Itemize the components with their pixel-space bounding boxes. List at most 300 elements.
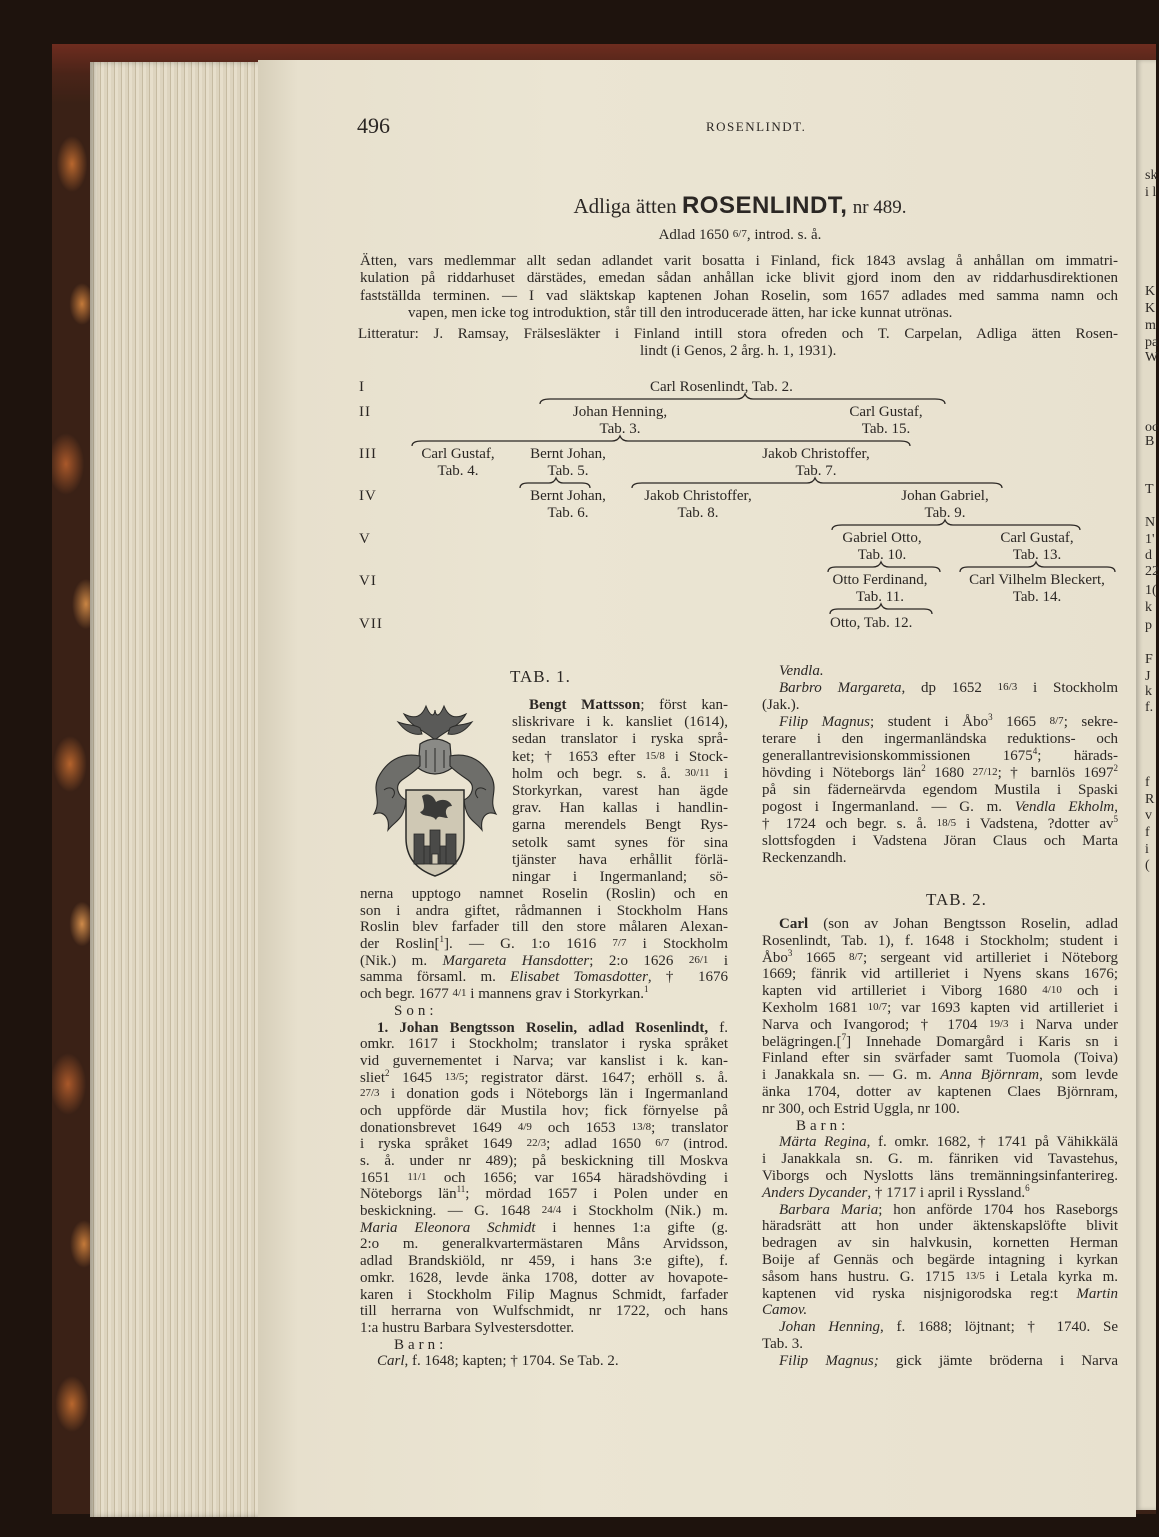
text-segment: i mannens grav i Storkyrkan. bbox=[466, 986, 645, 1003]
italic-text: Anders Dycander bbox=[762, 1184, 868, 1201]
castle-tower bbox=[446, 834, 456, 864]
text-segment: 1645 bbox=[389, 1069, 445, 1086]
next-page-fragment: oc bbox=[1145, 420, 1159, 435]
next-page-fragment: v bbox=[1145, 808, 1152, 823]
text-line bbox=[360, 1337, 728, 1354]
footnote-ref: 1 bbox=[439, 934, 445, 945]
bold-text: Bengt Mattsson bbox=[529, 697, 641, 713]
text-line: Reckenzandh. bbox=[762, 850, 847, 866]
node-tab: Tab. 14. bbox=[1012, 589, 1062, 605]
text-segment: ; adlad 1650 bbox=[546, 1136, 656, 1153]
text-line: s. å. under nr 489); på beskickning till Moskva bbox=[360, 1153, 728, 1169]
node-name: Bernt Johan, bbox=[530, 488, 606, 504]
italic-text: Carl bbox=[377, 1353, 405, 1370]
text-segment: i Stock- bbox=[664, 748, 728, 765]
text-line bbox=[762, 1286, 1118, 1303]
text-line bbox=[762, 1017, 1118, 1034]
italic-text: Filip Magnus; bbox=[779, 1352, 879, 1369]
text-line bbox=[360, 1086, 728, 1103]
text-segment: och 1656; var 1654 häradshövding i bbox=[426, 1169, 728, 1186]
text-line bbox=[762, 1202, 1118, 1219]
fraction: 19/3 bbox=[988, 1017, 1009, 1030]
text-line: fastställda terminen. — I vad släktskap kaptenen Johan Roselin, som 1657 adlades med samma namn och bbox=[360, 287, 1118, 304]
text-segment: i Stockholm bbox=[626, 936, 729, 953]
text-line: på sin fäderneärvda egendom Mustila i Spaski bbox=[762, 782, 1118, 798]
text-line: adlad Brandskiöld, nr 459, i hans 3:e gifte), f. bbox=[360, 1253, 728, 1270]
node-name: Carl Gustaf, bbox=[421, 446, 495, 462]
text-line bbox=[360, 1067, 728, 1087]
text-segment: ; student i Åbo bbox=[870, 714, 989, 730]
text-line bbox=[360, 1020, 728, 1037]
text-segment: kaptenen vid ryska nisjnigorodska reg:t bbox=[762, 1285, 1077, 1302]
next-page-fragment: i l bbox=[1145, 185, 1157, 200]
text-line bbox=[762, 1353, 1118, 1370]
next-page-fragment: F bbox=[1145, 652, 1153, 667]
text-line bbox=[762, 916, 1118, 933]
next-page-fragment: f bbox=[1145, 775, 1150, 790]
fraction: 4/9 bbox=[517, 1120, 532, 1133]
text-line: nerna upptogo namnet Roselin (Roslin) och en bbox=[360, 886, 728, 902]
castle-tower bbox=[414, 834, 424, 864]
text-line bbox=[512, 749, 728, 766]
next-page-fragment: K bbox=[1145, 284, 1156, 299]
text-segment: , † 1717 i april i Ryssland. bbox=[867, 1184, 1026, 1201]
family-name: ROSENLINDT, bbox=[681, 192, 848, 219]
text-segment: , bbox=[1114, 799, 1118, 815]
page-number: 496 bbox=[357, 113, 390, 138]
footnote-ref: 5 bbox=[1113, 814, 1118, 824]
node-name: Jakob Christoffer, bbox=[762, 446, 870, 462]
italic-text: Barbara Maria bbox=[779, 1201, 879, 1218]
bold-text: Carl bbox=[779, 916, 809, 932]
text-line: häradsrätt att hon under äktenskapslöfte blivit bbox=[762, 1218, 1118, 1235]
node-name: Otto, Tab. 12. bbox=[830, 615, 913, 631]
brace-line bbox=[960, 562, 1115, 572]
text-segment: samma församl. m. bbox=[360, 969, 511, 986]
text-line: 1669; fänrik vid artilleriet i Nyens skans 1676; bbox=[762, 966, 1118, 983]
text-line bbox=[762, 1134, 1118, 1151]
node-tab: Tab. 15. bbox=[861, 421, 911, 437]
text-segment: ; sergeant vid artilleriet i Nöteborg bbox=[863, 949, 1119, 966]
text-line: vid guvernementet i Narva; var kanslist i k. kan- bbox=[360, 1052, 728, 1069]
text-line bbox=[762, 1302, 1118, 1319]
tab2-text bbox=[762, 916, 1118, 1370]
text-segment: beskickning. — G. 1648 bbox=[360, 1203, 542, 1220]
text-line: Boije af Gennäs och begärde intagning i kyrkan bbox=[762, 1251, 1118, 1268]
footnote-ref: 3 bbox=[787, 947, 793, 958]
node-tab: Tab. 5. bbox=[547, 463, 589, 479]
fraction: 8/7 bbox=[848, 950, 863, 963]
italic-text: Martin bbox=[1076, 1285, 1118, 1302]
text-segment: i donation gods i Nöteborgs län i Ingermanland bbox=[379, 1086, 728, 1103]
next-page-fragment: k bbox=[1145, 600, 1152, 615]
crest-leaf bbox=[404, 706, 466, 740]
node-tab: Tab. 7. bbox=[795, 463, 837, 479]
text-segment: † 1724 och begr. s. å. bbox=[762, 816, 937, 832]
text-segment: (Nik.) m. bbox=[360, 952, 443, 969]
text-segment: ; 2:o 1626 bbox=[589, 952, 689, 969]
text-segment: i Vadstena, ?dotter av bbox=[956, 816, 1114, 832]
text-segment: Åbo bbox=[762, 949, 788, 966]
italic-text: Märta Regina bbox=[779, 1134, 867, 1151]
generation-label: I bbox=[359, 379, 365, 395]
text-segment: 1665 bbox=[992, 714, 1050, 730]
fraction: 10/7 bbox=[867, 1000, 888, 1013]
text-segment: och begr. 1677 bbox=[360, 986, 453, 1003]
text-segment: såsom hans hustru. G. 1715 bbox=[762, 1268, 966, 1285]
text-line bbox=[360, 1003, 728, 1020]
coat-of-arms bbox=[364, 700, 506, 880]
text-line: slottsfogden i Vadstena Jöran Claus och Marta bbox=[762, 833, 1118, 849]
next-page-fragment: pa bbox=[1145, 335, 1159, 350]
text-line: (Jak.). bbox=[762, 697, 800, 713]
node-name: Carl Rosenlindt, Tab. 2. bbox=[650, 379, 793, 395]
node-tab: Tab. 3. bbox=[599, 421, 641, 437]
italic-text: Filip Magnus bbox=[779, 714, 871, 730]
text-segment: i bbox=[708, 952, 728, 969]
text-segment: i hennes 1:a gifte (g. bbox=[535, 1219, 728, 1236]
next-page-fragment: d bbox=[1145, 548, 1152, 563]
text-line bbox=[762, 1067, 1118, 1084]
next-page-fragment: 1( bbox=[1145, 583, 1157, 598]
text-segment: i Stockholm bbox=[1017, 680, 1119, 696]
text-line: karen i Stockholm Filip Magnus Schmidt, farfader bbox=[360, 1286, 728, 1303]
fraction: 18/5 bbox=[936, 817, 957, 829]
crest-foliage bbox=[398, 706, 472, 740]
fraction: 24/4 bbox=[541, 1204, 562, 1217]
next-page-fragment: sk bbox=[1145, 168, 1158, 183]
text-segment: i Letala kyrka m. bbox=[984, 1268, 1119, 1285]
italic-text: Anna Björnram bbox=[940, 1067, 1040, 1084]
text-segment: , † 1676 bbox=[647, 969, 728, 986]
bold-text: 1. Johan Bengtsson Roselin, adlad Rosenlindt, bbox=[377, 1019, 709, 1036]
text-segment: ]. — G. 1:o 1616 bbox=[444, 936, 613, 953]
node-tab: Tab. 13. bbox=[1012, 547, 1062, 563]
text-segment: (son av Johan Bengtsson Roselin, adlad bbox=[808, 916, 1118, 932]
text-segment: (introd. bbox=[669, 1136, 729, 1153]
text-line bbox=[512, 766, 728, 783]
fraction: 4/10 bbox=[1042, 984, 1062, 997]
footnote-ref: 4 bbox=[1032, 746, 1038, 756]
text-segment: Nöteborgs län bbox=[360, 1186, 457, 1203]
text-segment: pogost i Ingermanland. — G. m. bbox=[762, 799, 1015, 815]
generation-label: V bbox=[359, 531, 371, 547]
text-line bbox=[762, 1182, 1118, 1202]
text-segment: och 1653 bbox=[531, 1119, 632, 1136]
next-page-fragment: f bbox=[1145, 825, 1150, 840]
next-page-fragment: 1' bbox=[1145, 532, 1155, 547]
italic-text: Vendla. bbox=[779, 663, 824, 679]
text-line: sliskrivare i k. kansliet (1614), bbox=[512, 714, 728, 731]
generation-label: III bbox=[359, 446, 377, 462]
node-tab: Tab. 4. bbox=[437, 463, 479, 479]
text-line bbox=[762, 799, 1118, 816]
text-line bbox=[762, 816, 1118, 833]
text-line: tjänster hava erhållit förlä- bbox=[512, 851, 728, 868]
fraction: 8/7 bbox=[1049, 715, 1064, 727]
text-segment: , f. omkr. 1682, † 1741 på Vähikkälä bbox=[866, 1134, 1118, 1151]
text-line bbox=[360, 1186, 728, 1203]
italic-text: Camov. bbox=[762, 1302, 808, 1319]
node-name: Johan Gabriel, bbox=[901, 488, 989, 504]
italic-text: Margareta Hansdotter bbox=[442, 952, 590, 969]
text-line: Tab. 3. bbox=[762, 1335, 804, 1352]
text-line: Viborgs och Nyslotts läns tremänningsinfanterireg. bbox=[762, 1167, 1118, 1184]
next-page-fragment: J bbox=[1145, 669, 1151, 684]
text-line: Ätten, vars medlemmar allt sedan adlandet varit bosatta i Finland, fick 1843 avslag å anhållan om immatri- bbox=[360, 253, 1118, 269]
text-segment: , f. 1648; kapten; † 1704. Se Tab. 2. bbox=[404, 1353, 619, 1370]
node-tab: Tab. 9. bbox=[924, 505, 966, 521]
text-line: terare i den ingermanländska reduktions- och bbox=[762, 731, 1118, 747]
italic-text: Barbro Margareta bbox=[779, 680, 902, 696]
text-segment: ] Innehade Domargård i Karis sn i bbox=[846, 1033, 1118, 1050]
text-line: omkr. 1617 i Stockholm; translator i ryska språket bbox=[360, 1036, 728, 1053]
fraction: 16/3 bbox=[997, 681, 1018, 693]
next-page-fragment: i bbox=[1145, 842, 1149, 857]
node-tab: Tab. 8. bbox=[677, 505, 719, 521]
fraction: 27/12 bbox=[972, 766, 998, 778]
text-line: Storkyrkan, varest han ägde bbox=[512, 782, 728, 799]
tree-braces bbox=[0, 0, 1159, 640]
generation-label: IV bbox=[359, 488, 377, 504]
text-line: änka 1704, dotter av kaptenen Claes Björnram, bbox=[762, 1083, 1118, 1100]
text-segment: belägringen.[ bbox=[762, 1033, 842, 1050]
text-segment: Narva och Ivangorod; † 1704 bbox=[762, 1016, 989, 1033]
intro-last-line: vapen, men icke tog introduktion, står till den introducerade ätten, har icke kunnat utrönas. bbox=[408, 305, 953, 321]
text-line: omkr. 1628, levde änka 1708, dotter av hovapote- bbox=[360, 1269, 728, 1286]
next-page-fragment: m bbox=[1145, 318, 1156, 333]
text-segment: ; registrator därst. 1647; erhöll s. å. bbox=[464, 1069, 728, 1086]
italic-text: Maria Eleonora Schmidt bbox=[360, 1219, 536, 1236]
fraction: 13/5 bbox=[965, 1269, 985, 1282]
ennoblement-before: Adlad 1650 bbox=[658, 227, 733, 243]
text-segment: och i bbox=[1061, 983, 1119, 1000]
text-segment: der Roslin[ bbox=[360, 936, 440, 953]
text-segment: donationsbrevet 1649 bbox=[360, 1119, 518, 1136]
text-line: 1:a hustru Barbara Sylvestersdotter. bbox=[360, 1319, 575, 1336]
tab1-heading: TAB. 1. bbox=[510, 667, 571, 686]
text-line bbox=[360, 1136, 728, 1153]
brace-line bbox=[632, 478, 1002, 488]
brace-line bbox=[412, 436, 910, 446]
text-line bbox=[360, 969, 728, 986]
fraction: 15/8 bbox=[645, 749, 665, 762]
italic-text: Vendla Ekholm bbox=[1014, 799, 1115, 815]
node-name: Carl Gustaf, bbox=[1000, 530, 1074, 546]
text-segment: , f. 1688; löjtnant; † 1740. Se bbox=[880, 1319, 1118, 1336]
text-line: Roslin blev farfader till den store målaren Alexan- bbox=[360, 919, 728, 936]
tab1-narrow-text bbox=[512, 697, 728, 886]
text-line: sedan translator i ryska språ- bbox=[512, 731, 728, 748]
fraction: 22/3 bbox=[526, 1137, 547, 1150]
fraction: 13/8 bbox=[631, 1120, 652, 1133]
text-line: setolk samt synes för sina bbox=[512, 834, 728, 851]
text-line: Finland efter sin svärfader samt Tuomola (Toiva) bbox=[762, 1050, 1118, 1067]
text-segment: i Janakkala sn. — G. m. bbox=[762, 1067, 941, 1084]
castle-gate bbox=[432, 854, 438, 864]
fraction: 11/1 bbox=[407, 1170, 427, 1183]
next-page-fragment: 22 bbox=[1145, 564, 1159, 579]
next-page-fragment: f. bbox=[1145, 700, 1154, 715]
node-name: Jakob Christoffer, bbox=[644, 488, 752, 504]
text-line bbox=[762, 1269, 1118, 1286]
next-page-fragment: B bbox=[1145, 434, 1155, 449]
text-line bbox=[360, 1220, 728, 1237]
text-line bbox=[512, 697, 728, 714]
text-line bbox=[360, 1120, 728, 1137]
text-segment: ; var 1693 kapten vid artilleriet i bbox=[887, 999, 1118, 1016]
next-page-fragment: R bbox=[1145, 792, 1155, 807]
text-line: bedragen av sin halvkusin, kornetten Herman bbox=[762, 1235, 1118, 1252]
fraction: 13/5 bbox=[444, 1070, 465, 1083]
generation-label: VI bbox=[359, 573, 377, 589]
node-tab: Tab. 11. bbox=[856, 589, 904, 605]
text-segment: 1680 bbox=[925, 765, 973, 781]
footnote-ref: 6 bbox=[1025, 1182, 1030, 1193]
text-line bbox=[762, 1000, 1118, 1017]
text-segment: , som levde bbox=[1039, 1067, 1118, 1084]
text-segment: ; först kan- bbox=[640, 697, 728, 713]
next-page-fragment: p bbox=[1145, 618, 1152, 633]
text-segment: 1665 bbox=[792, 949, 849, 966]
text-line bbox=[762, 765, 1118, 782]
text-line: grav. Han kallas i handlin- bbox=[512, 800, 728, 817]
fraction: 4/1 bbox=[452, 987, 467, 1000]
node-name: Bernt Johan, bbox=[530, 446, 606, 462]
brace-line bbox=[520, 478, 590, 488]
title-prefix: Adliga ätten bbox=[573, 194, 677, 218]
footnote-ref: 7 bbox=[841, 1031, 847, 1042]
spaced-text: Barn: bbox=[394, 1336, 448, 1353]
text-segment: i ryska språket 1649 bbox=[360, 1136, 527, 1153]
text-segment: kapten vid artilleriet i Viborg 1680 bbox=[762, 983, 1043, 1000]
fraction: 26/1 bbox=[688, 953, 709, 966]
text-segment: hövding i Nöteborgs län bbox=[762, 765, 922, 781]
text-line: garna merendels Bengt Rys- bbox=[512, 817, 728, 834]
text-segment: generallantrevisionskommissionen 1675 bbox=[762, 748, 1033, 764]
footnote-ref: 2 bbox=[1113, 763, 1118, 773]
next-page-fragment: T bbox=[1145, 482, 1154, 497]
text-line bbox=[360, 936, 728, 953]
fraction: 6/7 bbox=[732, 228, 747, 240]
footnote-ref: 2 bbox=[921, 763, 926, 773]
footnote-ref: 2 bbox=[385, 1067, 390, 1078]
text-line bbox=[360, 953, 728, 970]
text-segment: f. bbox=[708, 1019, 728, 1036]
literature-second-line: lindt (i Genos, 2 årg. h. 1, 1931). bbox=[640, 343, 837, 359]
footnote-ref: 3 bbox=[988, 712, 993, 722]
brace-line bbox=[830, 604, 932, 614]
text-line bbox=[762, 748, 1118, 765]
text-line bbox=[360, 1170, 728, 1187]
text-line bbox=[762, 714, 1118, 731]
text-line bbox=[762, 1319, 1118, 1336]
text-segment: ; hon anförde 1704 hos Raseborgs bbox=[878, 1201, 1119, 1218]
running-head: ROSENLINDT. bbox=[706, 119, 807, 134]
text-line: i Janakkala sn. G. m. fänriken vid Tavastehus, bbox=[762, 1151, 1118, 1168]
text-line: kulation på riddarhuset därstädes, emedan sådan anhållan icke blivit gjord inom den av riddarhusdirektionen bbox=[360, 270, 1118, 287]
text-line bbox=[762, 663, 1118, 680]
text-segment: ; sekre- bbox=[1063, 714, 1119, 730]
text-line: son i andra giftet, rådmannen i Stockholm Hans bbox=[360, 902, 728, 919]
text-segment: gick jämte bröderna i Narva bbox=[878, 1352, 1118, 1369]
text-line bbox=[360, 1353, 728, 1370]
text-line: 2:o m. generalkvartermästaren Måns Arvidsson, bbox=[360, 1236, 728, 1253]
text-segment: ; translator bbox=[651, 1119, 728, 1136]
text-segment: 1651 bbox=[360, 1169, 408, 1186]
fraction: 7/7 bbox=[612, 937, 627, 950]
text-segment: Kexholm 1681 bbox=[762, 999, 868, 1016]
text-line bbox=[762, 680, 1118, 697]
tab2-heading: TAB. 2. bbox=[926, 890, 987, 909]
node-name: Otto Ferdinand, bbox=[832, 572, 928, 588]
text-line bbox=[762, 1118, 1118, 1135]
next-page-fragment: K bbox=[1145, 301, 1156, 316]
tab1-full-text bbox=[360, 886, 728, 1370]
node-name: Carl Gustaf, bbox=[849, 404, 923, 420]
next-page-fragment: N bbox=[1145, 515, 1156, 530]
literature-first-line: Litteratur: J. Ramsay, Frälsesläkter i Finland intill stora ofreden och T. Carpelan, Adliga ätten Rosen- bbox=[358, 326, 1118, 342]
text-segment: , dp 1652 bbox=[901, 680, 998, 696]
text-line: nr 300, och Estrid Uggla, nr 100. bbox=[762, 1100, 960, 1117]
node-name: Carl Vilhelm Bleckert, bbox=[969, 572, 1105, 588]
text-line bbox=[360, 986, 728, 1003]
italic-text: Johan Henning bbox=[779, 1319, 881, 1336]
text-line bbox=[360, 1203, 728, 1220]
text-line bbox=[762, 1031, 1118, 1051]
text-line: och uppförde där Mustila hov; fick förnyelse på bbox=[360, 1102, 728, 1119]
fraction: 27/3 bbox=[360, 1087, 380, 1100]
next-page-fragment: k bbox=[1145, 684, 1152, 699]
node-name: Johan Henning, bbox=[572, 404, 668, 420]
ennoblement-after: , introd. s. å. bbox=[746, 227, 822, 243]
text-segment: ; † barnlös 1697 bbox=[997, 765, 1114, 781]
text-line: ningar i Ingermanland; sö- bbox=[512, 868, 728, 885]
next-page-fragment: W bbox=[1145, 350, 1159, 365]
text-line: till herrarna von Wulfschmidt, nr 1722, och hans bbox=[360, 1303, 728, 1320]
generation-label: II bbox=[359, 404, 371, 420]
footnote-ref: 11 bbox=[456, 1184, 466, 1195]
text-segment: i bbox=[709, 765, 728, 782]
node-tab: Tab. 6. bbox=[547, 505, 589, 521]
node-name: Gabriel Otto, bbox=[842, 530, 922, 546]
text-segment: ket; † 1653 efter bbox=[512, 748, 646, 765]
text-line: Rosenlindt, Tab. 1), f. 1648 i Stockholm; student i bbox=[762, 932, 1118, 949]
next-page-fragment: ( bbox=[1145, 858, 1150, 873]
text-segment: i Narva under bbox=[1008, 1016, 1118, 1033]
text-line bbox=[762, 947, 1119, 967]
tab1-continued-text bbox=[762, 663, 1118, 867]
text-line bbox=[762, 983, 1118, 1000]
shield-castle bbox=[414, 830, 456, 864]
text-segment: ; mördad 1657 i Polen under en bbox=[465, 1186, 729, 1203]
node-tab: Tab. 10. bbox=[857, 547, 907, 563]
footnote-ref: 1 bbox=[644, 984, 649, 995]
italic-text: Elisabet Tomasdotter bbox=[510, 969, 648, 986]
brace-line bbox=[832, 520, 1080, 530]
spaced-text: Son: bbox=[394, 1002, 438, 1019]
text-segment: i Stockholm (Nik.) m. bbox=[561, 1203, 728, 1220]
text-segment: holm och begr. s. å. bbox=[512, 765, 685, 782]
spaced-text: Barn: bbox=[796, 1117, 850, 1134]
text-segment: sliet bbox=[360, 1069, 385, 1086]
text-segment: ; härads- bbox=[1037, 748, 1119, 764]
fraction: 30/11 bbox=[684, 766, 710, 779]
brace-line bbox=[828, 562, 940, 572]
generation-label: VII bbox=[359, 616, 383, 632]
fraction: 6/7 bbox=[655, 1137, 670, 1150]
brace-line bbox=[540, 394, 945, 404]
